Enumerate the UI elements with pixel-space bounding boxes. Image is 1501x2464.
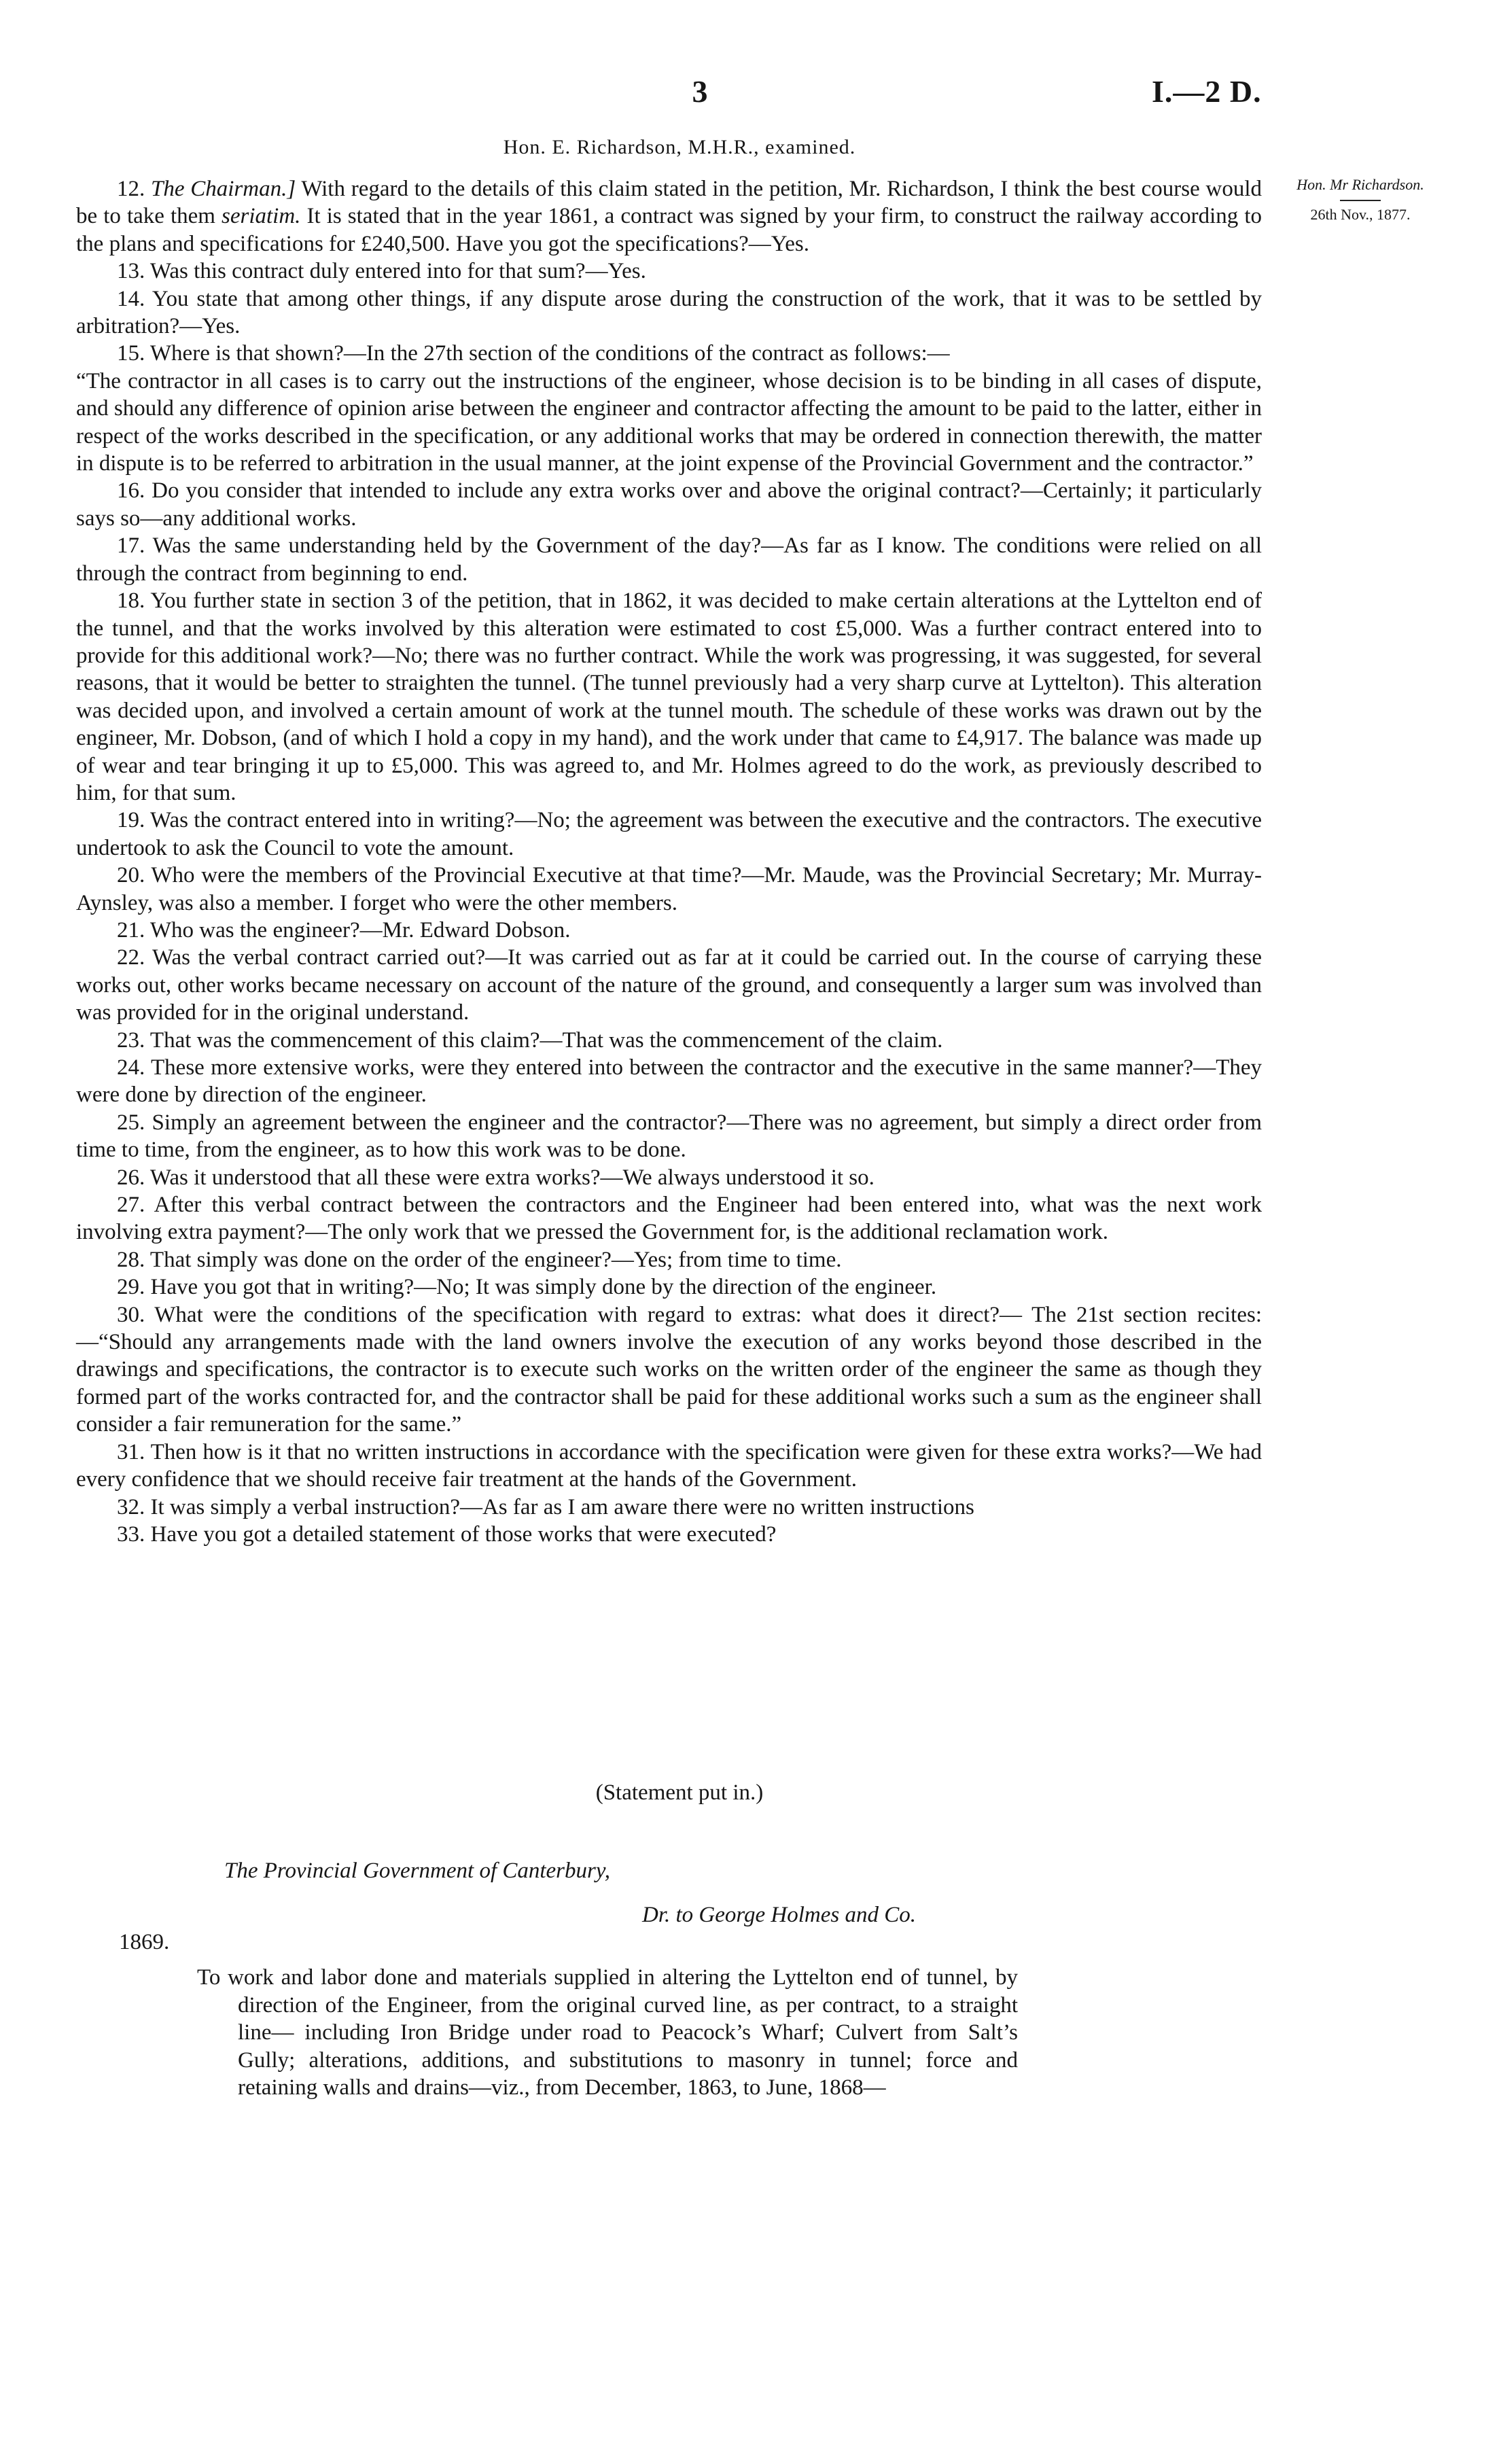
sidenote-rule (1340, 200, 1381, 201)
question-24: 24. These more extensive works, were they entered into between the contractor and the executive in the same manner?—They were done by direction of the engineer. (76, 1055, 1262, 1108)
question-23: 23. That was the commencement of this claim?—That was the commencement of the claim. (117, 1027, 943, 1053)
sidenote-witness: Hon. Mr Richardson. (1296, 176, 1424, 193)
contract-condition-27-quote: “The contractor in all cases is to carry out the instructions of the engineer, whose decision is to be binding in all cases of dispute, and should any difference of opinion arise between the engineer and contractor affecting the amount to be paid to the latter, either in respect of the works described in the specification, or any additional works that may be ordered in connection therewith, the matter in dispute is to be referred to arbitration in the usual manner, at the joint expense of the Provincial Government and the contractor.” (76, 368, 1262, 476)
evidence-body (76, 175, 1262, 1548)
question-32: 32. It was simply a verbal instruction?—As far as I am aware there were no written instructions (117, 1494, 974, 1519)
question-22: 22. Was the verbal contract carried out?—It was carried out as far at it could be carried out. In the course of carrying these works out, other works became necessary on account of the nature of the ground, and consequently a larger sum was involved than was provided for in the original understand. (76, 945, 1262, 1025)
question-25: 25. Simply an agreement between the engineer and the contractor?—There was no agreement, but simply a direct order from time to time, from the engineer, as to how this work was to be done. (76, 1110, 1262, 1163)
question-30: 30. What were the conditions of the specification with regard to extras: what does it direct?— The 21st section recites:—“Should any arrangements made with the land owners involve the execution of any works beyond those described in the drawings and specifications, the contractor is to execute such works on the written order of the engineer the same as though they formed part of the works contracted for, and the contractor shall be paid for these additional works such a sum as the engineer shall consider a fair remuneration for the same.” (76, 1302, 1262, 1437)
account-description: To work and labor done and materials supplied in altering the Lyttelton end of tunnel, by direction of the Engineer, from the original curved line, as per contract, to a straight line— including Iron Bridge under road to Peacock’s Wharf; Culvert from Salt’s Gully; alterations, additions, and substitutions to masonry in tunnel; force and retaining walls and drains—viz., from December, 1863, to June, 1868— (197, 1965, 1018, 2100)
witness-heading: Hon. E. Richardson, M.H.R., examined. (503, 136, 856, 158)
question-13: 13. Was this contract duly entered into for that sum?—Yes. (117, 259, 646, 284)
question-29: 29. Have you got that in writing?—No; It was simply done by the direction of the engineer. (117, 1275, 937, 1300)
question-18: 18. You further state in section 3 of the petition, that in 1862, it was decided to make certain alterations at the Lyttelton end of the tunnel, and that the works involved by this alteration were estimated to cost £5,000. Was a further contract entered into to provide for this additional work?—No; there was no further contract. While the work was progressing, it was suggested, for several reasons, that it would be better to straighten the tunnel. (The tunnel previously had a very sharp curve at Lyttelton). This alteration was decided upon, and involved a certain amount of work at the tunnel mouth. The schedule of these works was drawn out by the engineer, Mr. Dobson, (and of which I hold a copy in my hand), and the work under that came to £4,917. The balance was made up of wear and tear bringing it up to £5,000. This was agreed to, and Mr. Holmes agreed to do the work, as previously described to him, for that sum. (76, 588, 1262, 805)
question-15: 15. Where is that shown?—In the 27th section of the conditions of the contract as follows:— (117, 341, 950, 366)
question-21: 21. Who was the engineer?—Mr. Edward Dobson. (117, 917, 571, 943)
question-20: 20. Who were the members of the Provincial Executive at that time?—Mr. Maude, was the Provincial Secretary; Mr. Murray-Aynsley, was also a member. I forget who were the other members. (76, 863, 1262, 915)
question-19: 19. Was the contract entered into in writing?—No; the agreement was between the executive and the contractors. The executive undertook to ask the Council to vote the amount. (76, 808, 1262, 860)
statement-note: (Statement put in.) (595, 1780, 764, 1805)
sidenote-date: 26th Nov., 1877. (1310, 206, 1411, 223)
account-creditor: Dr. to George Holmes and Co. (642, 1903, 917, 1927)
question-14: 14. You state that among other things, if any dispute arose during the construction of the work, that it was to be settled by arbitration?—Yes. (76, 286, 1262, 339)
question-33: 33. Have you got a detailed statement of those works that were executed? (117, 1521, 777, 1547)
question-17: 17. Was the same understanding held by the Government of the day?—As far as I know. The conditions were relied on all through the contract from beginning to end. (76, 533, 1262, 586)
margin-sidenote (1279, 175, 1442, 224)
question-16: 16. Do you consider that intended to include any extra works over and above the original contract?—Certainly; it particularly says so—any additional works. (76, 478, 1262, 531)
paper-reference: I.—2 D. (1152, 74, 1262, 109)
account-year: 1869. (119, 1930, 170, 1954)
question-12: 12. The Chairman.] With regard to the details of this claim stated in the petition, Mr. Richardson, I think the best course would be to take them seriatim. It is stated that in the year 1861, a contract was signed by your firm, to construct the railway according to the plans and specifications for £240,500. Have you got the specifications?—Yes. (76, 177, 1262, 256)
page-number: 3 (692, 74, 708, 109)
question-31: 31. Then how is it that no written instructions in accordance with the specification were given for these extra works?—We had every confidence that we should receive fair treatment at the hands of the Government. (76, 1439, 1262, 1492)
question-28: 28. That simply was done on the order of the engineer?—Yes; from time to time. (117, 1247, 842, 1272)
question-27: 27. After this verbal contract between the contractors and the Engineer had been entered into, what was the next work involving extra payment?—The only work that we pressed the Government for, is the additional reclamation work. (76, 1193, 1262, 1245)
question-26: 26. Was it understood that all these were extra works?—We always understood it so. (117, 1165, 875, 1190)
account-debtor: The Provincial Government of Canterbury, (224, 1859, 610, 1883)
